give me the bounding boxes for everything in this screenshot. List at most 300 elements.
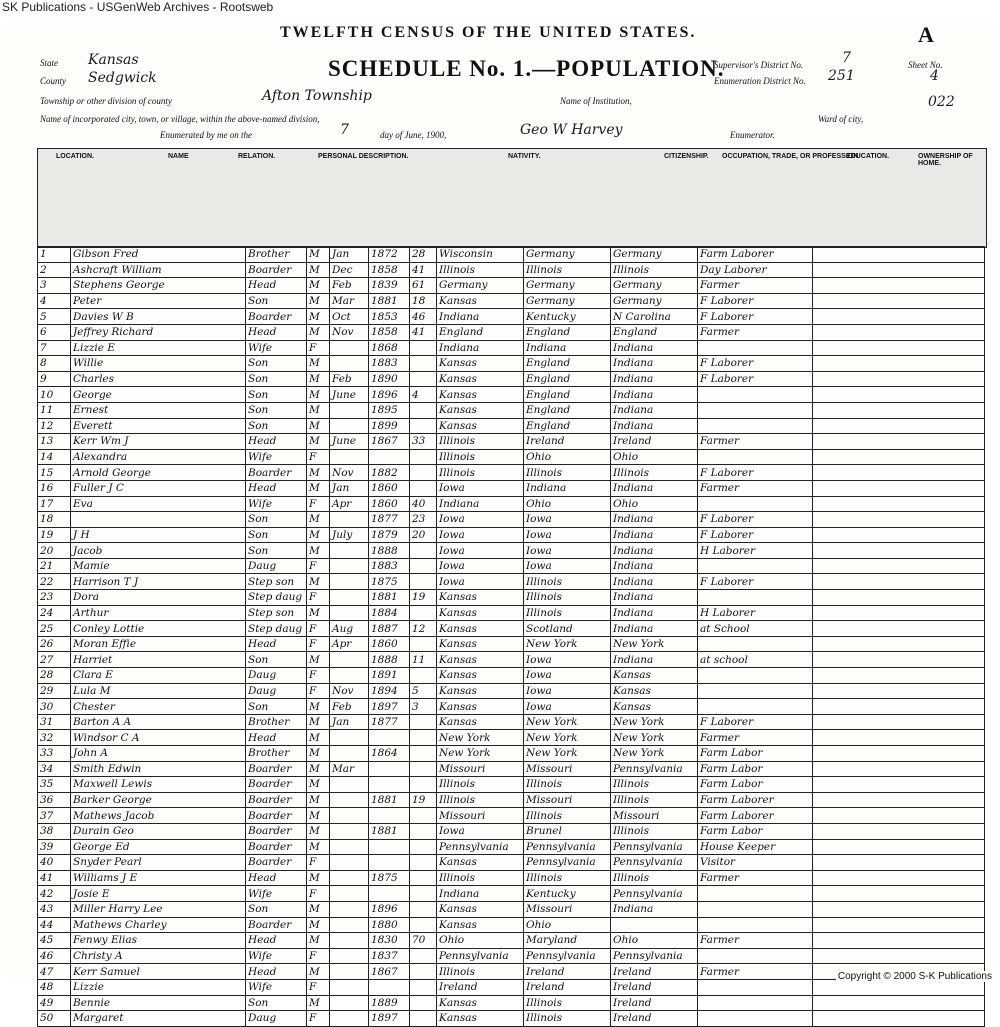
occupation-cell: F Laborer (698, 371, 813, 387)
table-row (38, 668, 985, 684)
birth-month-cell: Jan (330, 714, 369, 730)
birth-place-cell: Missouri (437, 808, 524, 824)
person-name-cell: Barker George (71, 792, 246, 808)
birth-year-cell: 1858 (369, 262, 410, 278)
birth-month-cell: Jan (330, 247, 369, 263)
birth-place-cell: Missouri (437, 761, 524, 777)
education-cell (813, 621, 985, 637)
birth-place-cell: Indiana (437, 340, 524, 356)
table-row (38, 324, 985, 340)
education-cell (813, 434, 985, 450)
birth-month-cell: Jan (330, 480, 369, 496)
birth-month-cell: Feb (330, 278, 369, 294)
birth-year-cell: 1860 (369, 480, 410, 496)
father-birthplace-cell: England (524, 402, 611, 418)
mother-birthplace-cell: Indiana (611, 605, 698, 621)
occupation-cell (698, 590, 813, 606)
person-name-cell: Snyder Pearl (71, 855, 246, 871)
occupation-cell (698, 668, 813, 684)
occupation-cell: Farmer (698, 480, 813, 496)
occupation-cell: Farm Laborer (698, 808, 813, 824)
township-label: Township or other division of county (40, 96, 172, 106)
age-cell (410, 730, 437, 746)
mother-birthplace-cell: Indiana (611, 574, 698, 590)
occupation-cell: Farmer (698, 278, 813, 294)
father-birthplace-cell: Indiana (524, 480, 611, 496)
header-citizenship: CITIZENSHIP. (664, 153, 709, 160)
sex-cell: M (307, 512, 330, 528)
mother-birthplace-cell: Indiana (611, 480, 698, 496)
birth-place-cell: Iowa (437, 480, 524, 496)
age-cell: 11 (410, 652, 437, 668)
birth-month-cell (330, 340, 369, 356)
relation-cell: Son (246, 402, 307, 418)
education-cell (813, 558, 985, 574)
relation-cell: Head (246, 278, 307, 294)
education-cell (813, 746, 985, 762)
row-number-cell: 36 (38, 792, 71, 808)
row-number-cell: 45 (38, 933, 71, 949)
father-birthplace-cell: Pennsylvania (524, 839, 611, 855)
education-cell (813, 870, 985, 886)
age-cell (410, 777, 437, 793)
education-cell (813, 714, 985, 730)
father-birthplace-cell: Maryland (524, 933, 611, 949)
education-cell (813, 995, 985, 1011)
education-cell (813, 730, 985, 746)
father-birthplace-cell: Illinois (524, 574, 611, 590)
occupation-cell: Farm Labor (698, 777, 813, 793)
birth-place-cell: Illinois (437, 465, 524, 481)
mother-birthplace-cell: N Carolina (611, 309, 698, 325)
birth-month-cell: Nov (330, 324, 369, 340)
sex-cell: M (307, 839, 330, 855)
supervisor-label: Supervisor's District No. (714, 60, 804, 70)
father-birthplace-cell: Kentucky (524, 886, 611, 902)
birth-year-cell (369, 449, 410, 465)
sheet-label: Sheet No. (908, 60, 943, 70)
relation-cell: Brother (246, 746, 307, 762)
birth-month-cell (330, 808, 369, 824)
person-name-cell: Ernest (71, 402, 246, 418)
relation-cell: Head (246, 636, 307, 652)
person-name-cell: Miller Harry Lee (71, 901, 246, 917)
sex-cell: F (307, 948, 330, 964)
table-row (38, 480, 985, 496)
birth-year-cell: 1881 (369, 293, 410, 309)
age-cell (410, 668, 437, 684)
age-cell: 28 (410, 247, 437, 263)
person-name-cell: George Ed (71, 839, 246, 855)
table-row (38, 434, 985, 450)
age-cell: 20 (410, 527, 437, 543)
table-row (38, 652, 985, 668)
birth-month-cell: July (330, 527, 369, 543)
sex-cell: M (307, 777, 330, 793)
sex-cell: M (307, 278, 330, 294)
sex-cell: M (307, 964, 330, 980)
person-name-cell: Davies W B (71, 309, 246, 325)
birth-place-cell: Kansas (437, 293, 524, 309)
sex-cell: F (307, 886, 330, 902)
birth-year-cell: 1881 (369, 823, 410, 839)
person-name-cell: Smith Edwin (71, 761, 246, 777)
education-cell (813, 247, 985, 263)
sex-cell: M (307, 761, 330, 777)
occupation-cell: Visitor (698, 855, 813, 871)
occupation-cell (698, 402, 813, 418)
birth-place-cell: Ireland (437, 979, 524, 995)
row-number-cell: 31 (38, 714, 71, 730)
birth-place-cell: Kansas (437, 371, 524, 387)
row-number-cell: 49 (38, 995, 71, 1011)
occupation-cell: Farm Laborer (698, 247, 813, 263)
row-number-cell: 24 (38, 605, 71, 621)
person-name-cell: Arthur (71, 605, 246, 621)
education-cell (813, 948, 985, 964)
education-cell (813, 901, 985, 917)
birth-place-cell: Illinois (437, 449, 524, 465)
relation-cell: Head (246, 480, 307, 496)
birth-month-cell (330, 356, 369, 372)
table-row (38, 278, 985, 294)
mother-birthplace-cell: New York (611, 636, 698, 652)
table-row (38, 496, 985, 512)
birth-year-cell: 1881 (369, 590, 410, 606)
occupation-cell (698, 636, 813, 652)
relation-cell: Step son (246, 605, 307, 621)
education-cell (813, 855, 985, 871)
row-number-cell: 5 (38, 309, 71, 325)
sex-cell: F (307, 449, 330, 465)
person-name-cell: Mamie (71, 558, 246, 574)
mother-birthplace-cell: Indiana (611, 621, 698, 637)
person-name-cell: Kerr Wm J (71, 434, 246, 450)
mother-birthplace-cell (611, 917, 698, 933)
father-birthplace-cell: Kentucky (524, 309, 611, 325)
relation-cell: Step son (246, 574, 307, 590)
birth-month-cell (330, 917, 369, 933)
occupation-cell (698, 1011, 813, 1027)
table-row (38, 543, 985, 559)
father-birthplace-cell: Ireland (524, 964, 611, 980)
relation-cell: Wife (246, 449, 307, 465)
supervisor-value: 7 (842, 50, 851, 66)
birth-place-cell: Kansas (437, 636, 524, 652)
person-name-cell: Maxwell Lewis (71, 777, 246, 793)
sex-cell: M (307, 247, 330, 263)
person-name-cell: Harriet (71, 652, 246, 668)
person-name-cell: Gibson Fred (71, 247, 246, 263)
mother-birthplace-cell: New York (611, 714, 698, 730)
table-header (37, 148, 987, 248)
census-table-body (38, 247, 985, 1027)
relation-cell: Son (246, 901, 307, 917)
watermark-text: SK Publications - USGenWeb Archives - Rootsweb (2, 0, 274, 14)
father-birthplace-cell: Ohio (524, 496, 611, 512)
occupation-cell: F Laborer (698, 574, 813, 590)
birth-month-cell (330, 839, 369, 855)
table-row (38, 870, 985, 886)
birth-place-cell: Indiana (437, 309, 524, 325)
education-cell (813, 574, 985, 590)
age-cell (410, 1011, 437, 1027)
person-name-cell: Dora (71, 590, 246, 606)
birth-month-cell (330, 605, 369, 621)
relation-cell: Wife (246, 886, 307, 902)
relation-cell: Head (246, 434, 307, 450)
relation-cell: Son (246, 995, 307, 1011)
birth-month-cell (330, 402, 369, 418)
relation-cell: Head (246, 964, 307, 980)
education-cell (813, 371, 985, 387)
occupation-cell: Day Laborer (698, 262, 813, 278)
occupation-cell: F Laborer (698, 293, 813, 309)
table-row (38, 590, 985, 606)
relation-cell: Son (246, 418, 307, 434)
mother-birthplace-cell: Germany (611, 278, 698, 294)
birth-place-cell: Illinois (437, 777, 524, 793)
township-value: Afton Township (262, 88, 372, 104)
birth-place-cell: Iowa (437, 527, 524, 543)
row-number-cell: 20 (38, 543, 71, 559)
table-row (38, 402, 985, 418)
father-birthplace-cell: Ireland (524, 434, 611, 450)
birth-place-cell: Kansas (437, 1011, 524, 1027)
person-name-cell: Mathews Jacob (71, 808, 246, 824)
birth-month-cell (330, 823, 369, 839)
row-number-cell: 35 (38, 777, 71, 793)
mother-birthplace-cell: Pennsylvania (611, 948, 698, 964)
birth-place-cell: Kansas (437, 387, 524, 403)
age-cell (410, 839, 437, 855)
birth-year-cell: 1895 (369, 402, 410, 418)
sex-cell: F (307, 590, 330, 606)
birth-place-cell: Kansas (437, 668, 524, 684)
father-birthplace-cell: Ireland (524, 979, 611, 995)
occupation-cell: Farmer (698, 870, 813, 886)
person-name-cell: John A (71, 746, 246, 762)
birth-place-cell: England (437, 324, 524, 340)
row-number-cell: 16 (38, 480, 71, 496)
father-birthplace-cell: Illinois (524, 262, 611, 278)
row-number-cell: 43 (38, 901, 71, 917)
sex-cell: F (307, 668, 330, 684)
person-name-cell: Peter (71, 293, 246, 309)
birth-place-cell: Kansas (437, 699, 524, 715)
birth-month-cell (330, 979, 369, 995)
occupation-cell: Farm Labor (698, 823, 813, 839)
table-row (38, 527, 985, 543)
birth-month-cell: Apr (330, 496, 369, 512)
mother-birthplace-cell: Indiana (611, 901, 698, 917)
birth-month-cell (330, 418, 369, 434)
mother-birthplace-cell: Indiana (611, 356, 698, 372)
state-label: State (40, 58, 58, 68)
row-number-cell: 13 (38, 434, 71, 450)
birth-year-cell: 1891 (369, 668, 410, 684)
person-name-cell: Lizzie E (71, 340, 246, 356)
birth-year-cell: 1894 (369, 683, 410, 699)
father-birthplace-cell: Iowa (524, 668, 611, 684)
occupation-cell: F Laborer (698, 512, 813, 528)
relation-cell: Boarder (246, 823, 307, 839)
table-row (38, 636, 985, 652)
age-cell (410, 979, 437, 995)
table-row (38, 371, 985, 387)
mother-birthplace-cell: Indiana (611, 371, 698, 387)
person-name-cell: Bennie (71, 995, 246, 1011)
education-cell (813, 543, 985, 559)
birth-month-cell: Oct (330, 309, 369, 325)
table-row (38, 792, 985, 808)
occupation-cell: Farmer (698, 964, 813, 980)
table-row (38, 340, 985, 356)
age-cell: 41 (410, 324, 437, 340)
education-cell (813, 356, 985, 372)
relation-cell: Son (246, 356, 307, 372)
birth-month-cell (330, 590, 369, 606)
header-nativity: NATIVITY. (508, 153, 541, 160)
birth-month-cell (330, 652, 369, 668)
header-education: EDUCATION. (846, 153, 890, 160)
relation-cell: Step daug (246, 590, 307, 606)
age-cell: 33 (410, 434, 437, 450)
table-row (38, 901, 985, 917)
row-number-cell: 47 (38, 964, 71, 980)
age-cell (410, 356, 437, 372)
sex-cell: F (307, 855, 330, 871)
birth-place-cell: Indiana (437, 886, 524, 902)
mother-birthplace-cell: Ohio (611, 449, 698, 465)
mother-birthplace-cell: Illinois (611, 465, 698, 481)
relation-cell: Son (246, 371, 307, 387)
day-value: 7 (340, 122, 349, 138)
table-row (38, 917, 985, 933)
education-cell (813, 402, 985, 418)
relation-cell: Boarder (246, 777, 307, 793)
relation-cell: Brother (246, 247, 307, 263)
row-number-cell: 21 (38, 558, 71, 574)
age-cell (410, 402, 437, 418)
person-name-cell: Everett (71, 418, 246, 434)
father-birthplace-cell: Missouri (524, 792, 611, 808)
ward-label: Ward of city, (818, 114, 864, 124)
age-cell: 18 (410, 293, 437, 309)
table-row (38, 746, 985, 762)
father-birthplace-cell: Illinois (524, 777, 611, 793)
education-cell (813, 387, 985, 403)
birth-month-cell: June (330, 387, 369, 403)
father-birthplace-cell: Illinois (524, 1011, 611, 1027)
mother-birthplace-cell: Ireland (611, 1011, 698, 1027)
person-name-cell: Jacob (71, 543, 246, 559)
enumerator-label: Enumerator. (730, 130, 775, 140)
table-row (38, 948, 985, 964)
relation-cell: Son (246, 293, 307, 309)
mother-birthplace-cell: New York (611, 730, 698, 746)
mother-birthplace-cell: Indiana (611, 527, 698, 543)
occupation-cell (698, 917, 813, 933)
table-row (38, 683, 985, 699)
occupation-cell: at school (698, 652, 813, 668)
relation-cell: Boarder (246, 839, 307, 855)
birth-year-cell (369, 855, 410, 871)
education-cell (813, 418, 985, 434)
father-birthplace-cell: Iowa (524, 652, 611, 668)
occupation-cell (698, 683, 813, 699)
row-number-cell: 15 (38, 465, 71, 481)
birth-year-cell: 1883 (369, 356, 410, 372)
birth-place-cell: Kansas (437, 418, 524, 434)
census-title: TWELFTH CENSUS OF THE UNITED STATES. (280, 24, 697, 41)
birth-place-cell: Illinois (437, 262, 524, 278)
sex-cell: M (307, 605, 330, 621)
occupation-cell (698, 699, 813, 715)
mother-birthplace-cell: England (611, 324, 698, 340)
birth-place-cell: Kansas (437, 714, 524, 730)
enumerator-value: Geo W Harvey (520, 122, 623, 138)
occupation-cell (698, 558, 813, 574)
birth-place-cell: Illinois (437, 792, 524, 808)
table-row (38, 839, 985, 855)
person-name-cell: Barton A A (71, 714, 246, 730)
age-cell: 70 (410, 933, 437, 949)
birth-month-cell (330, 886, 369, 902)
mother-birthplace-cell: Kansas (611, 683, 698, 699)
person-name-cell: Margaret (71, 1011, 246, 1027)
birth-year-cell: 1837 (369, 948, 410, 964)
father-birthplace-cell: England (524, 371, 611, 387)
father-birthplace-cell: England (524, 387, 611, 403)
table-row (38, 1011, 985, 1027)
header-relation: RELATION. (238, 153, 276, 160)
person-name-cell: Clara E (71, 668, 246, 684)
occupation-cell (698, 979, 813, 995)
sex-cell: M (307, 434, 330, 450)
birth-place-cell: Pennsylvania (437, 948, 524, 964)
table-row (38, 512, 985, 528)
birth-year-cell (369, 730, 410, 746)
birth-year-cell: 1867 (369, 964, 410, 980)
occupation-cell (698, 387, 813, 403)
row-number-cell: 12 (38, 418, 71, 434)
occupation-cell: F Laborer (698, 714, 813, 730)
sex-cell: F (307, 558, 330, 574)
person-name-cell: Alexandra (71, 449, 246, 465)
table-row (38, 574, 985, 590)
birth-year-cell: 1884 (369, 605, 410, 621)
relation-cell: Wife (246, 340, 307, 356)
sex-cell: M (307, 418, 330, 434)
sex-cell: M (307, 870, 330, 886)
father-birthplace-cell: Germany (524, 247, 611, 263)
father-birthplace-cell: Pennsylvania (524, 948, 611, 964)
birth-place-cell: Iowa (437, 574, 524, 590)
father-birthplace-cell: New York (524, 714, 611, 730)
father-birthplace-cell: New York (524, 746, 611, 762)
table-row (38, 558, 985, 574)
person-name-cell: Mathews Charley (71, 917, 246, 933)
row-number-cell: 17 (38, 496, 71, 512)
table-row (38, 933, 985, 949)
sex-cell: M (307, 933, 330, 949)
row-number-cell: 11 (38, 402, 71, 418)
occupation-cell: F Laborer (698, 527, 813, 543)
birth-year-cell: 1872 (369, 247, 410, 263)
mother-birthplace-cell: Indiana (611, 558, 698, 574)
row-number-cell: 37 (38, 808, 71, 824)
